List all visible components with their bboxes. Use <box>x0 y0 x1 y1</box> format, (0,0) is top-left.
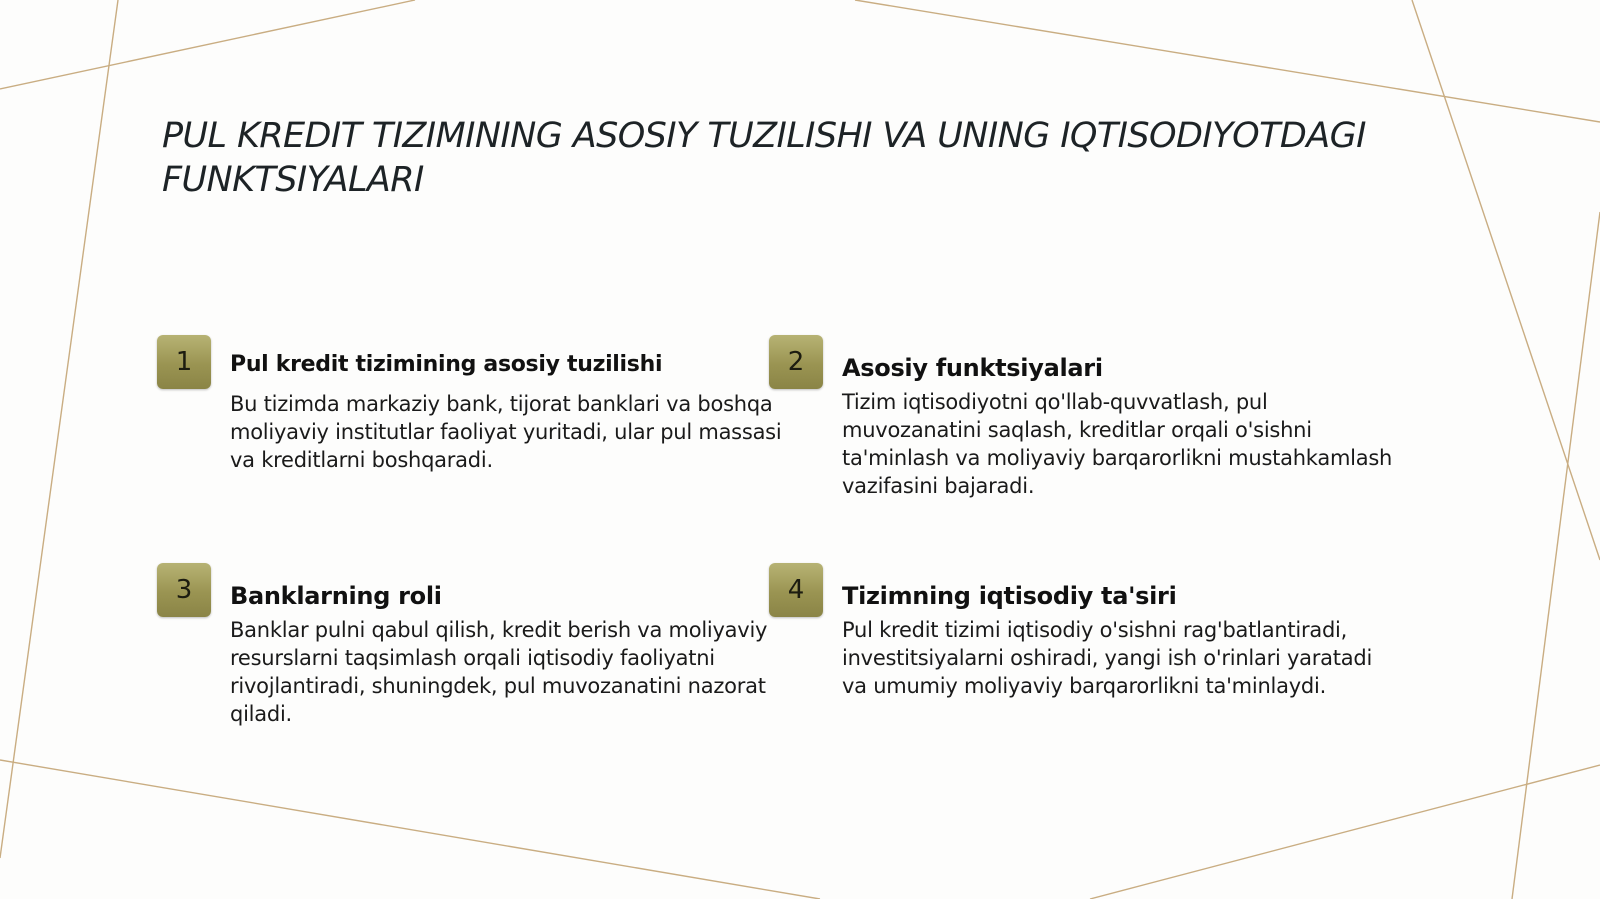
item-heading-1: Pul kredit tizimining asosiy tuzilishi <box>230 352 663 377</box>
item-heading-2: Asosiy funktsiyalari <box>842 354 1103 382</box>
number-badge-1: 1 <box>157 335 211 389</box>
item-body-4: Pul kredit tizimi iqtisodiy o'sishni rag'batlantiradi, investitsiyalarni oshiradi, yangi ish o'rinlari yaratadi va umumiy moliyaviy barqarorlikni ta'minlaydi. <box>842 618 1373 698</box>
slide-title: PUL KREDIT TIZIMINING ASOSIY TUZILISHI VA UNING IQTISODIYOTDAGI FUNKTSIYALARI <box>162 116 1366 200</box>
item-body-1: Bu tizimda markaziy bank, tijorat banklari va boshqa moliyaviy institutlar faoliyat yuritadi, ular pul massasi va kreditlarni boshqaradi. <box>230 392 782 472</box>
number-badge-4: 4 <box>769 563 823 617</box>
item-body-3: Banklar pulni qabul qilish, kredit berish va moliyaviy resurslarni taqsimlash orqali iqtisodiy faoliyatni rivojlantiradi, shuningdek, pul muvozanatini nazorat qiladi. <box>230 618 768 726</box>
item-body-2: Tizim iqtisodiyotni qo'llab-quvvatlash, pul muvozanatini saqlash, kreditlar orqali o'sishni ta'minlash va moliyaviy barqarorlikni mustahkamlash vazifasini bajaradi. <box>842 390 1393 498</box>
number-badge-2: 2 <box>769 335 823 389</box>
number-badge-3: 3 <box>157 563 211 617</box>
item-heading-3: Banklarning roli <box>230 582 442 610</box>
item-heading-4: Tizimning iqtisodiy ta'siri <box>842 582 1177 610</box>
